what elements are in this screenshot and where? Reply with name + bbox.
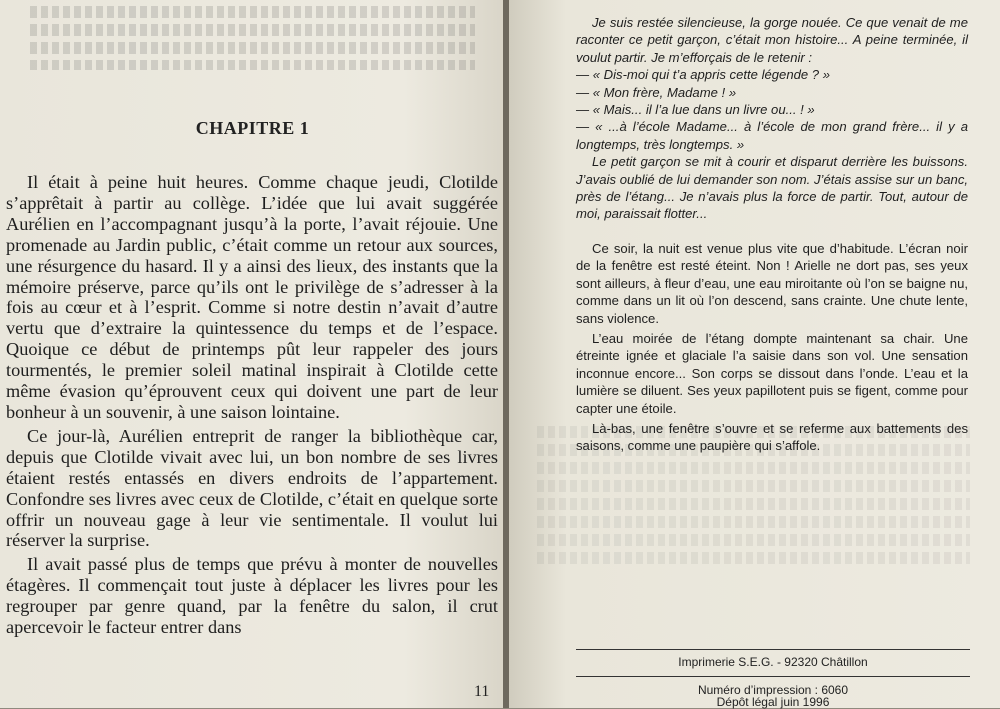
imprint-print-number: Numéro d’impression : 6060 <box>697 683 849 697</box>
imprint-rule-top <box>576 649 970 650</box>
chapter-title: CHAPITRE 1 <box>195 118 310 138</box>
show-through-text <box>0 0 505 70</box>
dialogue-line: — « ...à l’école Madame... à l’école de mon grand frère... il y a longtemps, très longtemps. » <box>576 119 968 152</box>
paragraph: Le petit garçon se mit à courir et disparut derrière les buissons. J’avais oublié de lui demander son nom. J’étais assise sur un banc, près de l’étang... Je n’avais plus la force de partir. Tout, autour de moi, paraissait flotter... <box>576 154 968 222</box>
right-page-body <box>576 14 968 455</box>
dialogue-line: — « Mais... il l’a lue dans un livre ou... ! » <box>576 102 815 118</box>
left-page-body <box>6 172 498 638</box>
paragraph: Il avait passé plus de temps que prévu à monter de nouvelles étagères. Il commençait tout juste à déplacer les livres pour les regrouper par genre quand, par la fenêtre du salon, il crut apercevoir le facteur entrer dans <box>6 554 498 638</box>
paragraph: Là-bas, une fenêtre s’ouvre et se referme aux battements des saisons, comme une paupière qui s’affole. <box>576 420 968 454</box>
paragraph: Ce soir, la nuit est venue plus vite que d’habitude. L’écran noir de la fenêtre est resté éteint. Non ! Arielle ne dort pas, ses yeux sont ailleurs, à fleur d’eau, une eau miroitante où l’on se baigne nu, comme dans un lit où l’on descend, sans crainte. Une chute lente, sans violence. <box>576 240 968 326</box>
dialogue-line: — « Dis-moi qui t’a appris cette légende ? » <box>576 67 831 83</box>
paragraph: Il était à peine huit heures. Comme chaque jeudi, Clotilde s’apprêtait à partir au collège. L’idée que lui avait suggérée Aurélien en l’accompagnant jusqu’à la porte, l’avait réjouie. Une promenade au Jardin public, c’était comme un retour aux sources, une résurgence du hasard. Il y a ainsi des lieux, des instants que la mémoire préserve, parce qu’ils ont le privilège de s’adresser à la fois au cœur et à l’esprit. Comme si notre destin n’avait d’autre vertu que d’extraire la quintessence du temps et de l’espace. Quoique ce début de printemps pût leur rappeler des jours tourmentés, le premier soleil matinal inspirait à Clotilde cette même évasion qu’éprouvent ceux qui doivent une part de leur bonheur à un souvenir, à une saison lointaine. <box>6 172 498 422</box>
imprint-legal-deposit: Dépôt légal juin 1996 <box>716 695 830 709</box>
italic-passage <box>576 14 968 223</box>
page-number: 11 <box>474 683 490 700</box>
imprint-printer: Imprimerie S.E.G. - 92320 Châtillon <box>678 655 868 669</box>
paragraph: L’eau moirée de l’étang dompte maintenant sa chair. Une étreinte ignée et glaciale l’a saisie dans son vol. Une sensation inconnue encore... Son corps se dissout dans l’onde. L’eau et la lumière se diluent. Ses yeux papillotent puis se figent, comme pour capter une étoile. <box>576 330 968 416</box>
dialogue-line: — « Mon frère, Madame ! » <box>576 84 737 100</box>
paragraph: Je suis restée silencieuse, la gorge nouée. Ce que venait de me raconter ce petit garçon, c’était mon histoire... A peine terminée, il voulut partir. Je m’efforçais de le retenir : <box>576 15 968 65</box>
book-spine <box>503 0 509 708</box>
paragraph: Ce jour-là, Aurélien entreprit de ranger la bibliothèque car, depuis que Clotilde vivait avec lui, un bon nombre de ses livres étaient restés entassés en divers endroits de l’appartement. Confondre ses livres avec ceux de Clotilde, c’était en quelque sorte offrir un nouveau gage à leur vie sentimentale. Il voulut lui réserver la surprise. <box>6 425 498 551</box>
imprint-rule-bottom <box>576 676 970 677</box>
